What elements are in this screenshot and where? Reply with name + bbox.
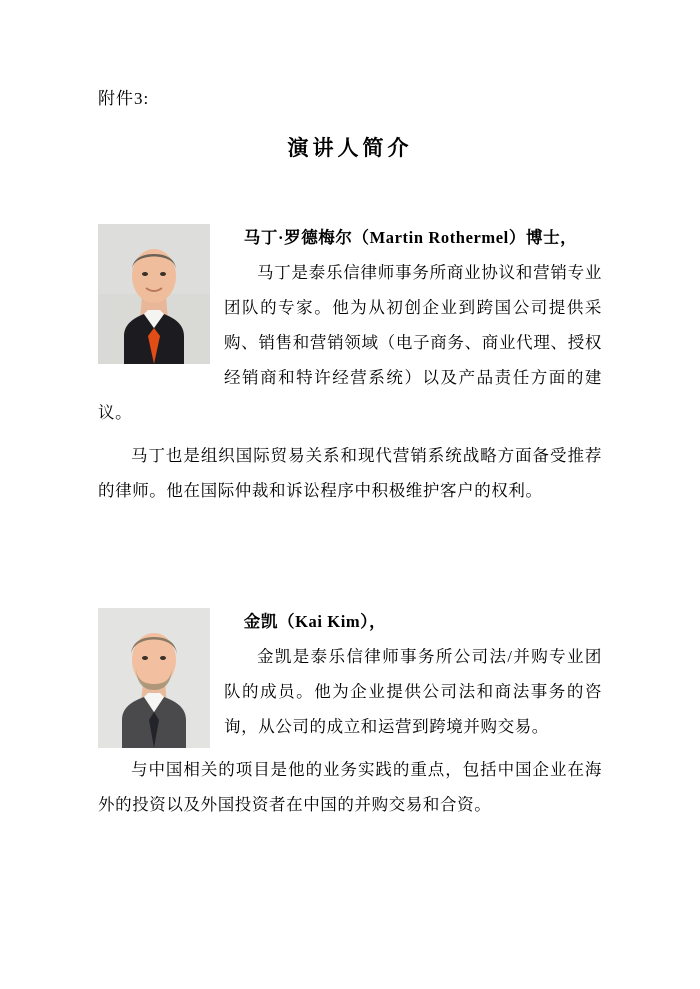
bio-name-martin: 马丁·罗德梅尔（Martin Rothermel）博士， bbox=[243, 228, 578, 247]
bio-entry-kai bbox=[98, 604, 602, 822]
page-title: 演讲人简介 bbox=[287, 136, 413, 160]
portrait-photo-kai bbox=[98, 608, 210, 748]
bio-paragraph: 与中国相关的项目是他的业务实践的重点，包括中国企业在海外的投资以及外国投资者在中国的并购交易和合资。 bbox=[98, 760, 602, 814]
bio-paragraph: 金凯是泰乐信律师事务所公司法/并购专业团队的成员。他为企业提供公司法和商法事务的咨询，从公司的成立和运营到跨境并购交易。 bbox=[224, 647, 602, 736]
bio-paragraph: 马丁是泰乐信律师事务所商业协议和营销专业团队的专家。他为从初创企业到跨国公司提供采购、销售和营销领域（电子商务、商业代理、授权经销商和特许经营系统）以及产品责任方面的建议。 bbox=[98, 263, 602, 422]
document-content bbox=[98, 86, 602, 822]
attachment-label: 附件3: bbox=[98, 89, 150, 108]
bio-name-kai: 金凯（Kai Kim）， bbox=[243, 612, 387, 631]
bio-entry-martin bbox=[98, 220, 602, 508]
portrait-photo-martin bbox=[98, 224, 210, 364]
bio-paragraph: 马丁也是组织国际贸易关系和现代营销系统战略方面备受推荐的律师。他在国际仲裁和诉讼程序中积极维护客户的权利。 bbox=[98, 446, 602, 500]
